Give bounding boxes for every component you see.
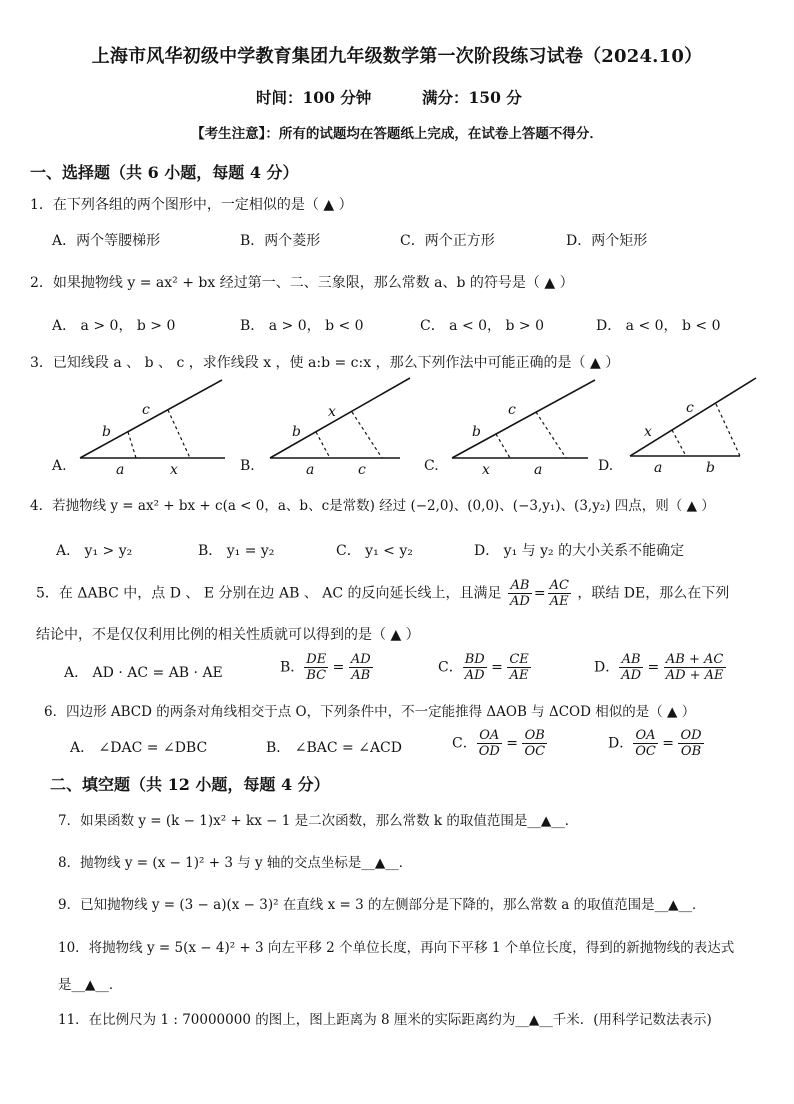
- question-2-option-b: B． a > 0， b < 0: [240, 318, 364, 334]
- question-6-option-c: C． $\frac{OA}{OD}$ = $\frac{OB}{OC}$: [452, 728, 546, 759]
- question-4-option-d: D． y₁ 与 y₂ 的大小关系不能确定: [474, 543, 685, 559]
- figure-c-letter: C.: [424, 458, 439, 474]
- figure-c: [424, 380, 595, 476]
- figure-a-letter: A.: [52, 458, 67, 474]
- figure-b-label-base2: c: [358, 462, 366, 476]
- question-2-option-c: C． a < 0， b > 0: [420, 318, 544, 334]
- figure-c-label-left: b: [472, 424, 481, 440]
- question-4-option-c: C． y₁ < y₂: [336, 543, 413, 559]
- question-10-line2: 是__▲__．: [58, 977, 123, 993]
- question-5-option-d: D． $\frac{AB}{AD}$ = $\frac{AB + AC}{AD + AE}$: [594, 652, 724, 683]
- figure-a-label-base2: x: [170, 462, 178, 476]
- section-title-fill: 二、填空题（共 12 小题，每题 4 分）: [50, 775, 330, 794]
- figure-b-label-base1: a: [306, 462, 315, 476]
- question-3-stem: 3．已知线段 a 、 b 、 c ，求作线段 x ，使 a:b = c:x ，那么下列作法中可能正确的是（ ▲ ）: [30, 355, 620, 371]
- question-6-option-b: B． ∠BAC = ∠ACD: [266, 740, 402, 756]
- question-1-option-b: B．两个菱形: [240, 233, 321, 249]
- question-10-line1: 10．将抛物线 y = 5(x − 4)² + 3 向左平移 2 个单位长度，再向下平移 1 个单位长度，得到的新抛物线的表达式: [58, 940, 735, 956]
- question-4-stem: 4．若抛物线 y = ax² + bx + c(a < 0，a、b、c是常数) 经过 (−2,0)、(0,0)、(−3,y₁)、(3,y₂) 四点，则（ ▲ ）: [30, 498, 715, 514]
- question-6-option-a: A． ∠DAC = ∠DBC: [70, 740, 208, 756]
- question-5-stem-c: 结论中，不是仅仅利用比例的相关性质就可以得到的是（ ▲ ）: [36, 627, 420, 643]
- exam-time: 时间：100 分钟: [256, 88, 372, 107]
- question-9: 9．已知抛物线 y = (3 − a)(x − 3)² 在直线 x = 3 的左侧部分是下降的，那么常数 a 的取值范围是__▲__．: [58, 897, 706, 913]
- section-title-choice: 一、选择题（共 6 小题，每题 4 分）: [30, 163, 299, 182]
- question-7: 7．如果函数 y = (k − 1)x² + kx − 1 是二次函数，那么常数 k 的取值范围是__▲__．: [58, 813, 579, 829]
- question-8: 8．抛物线 y = (x − 1)² + 3 与 y 轴的交点坐标是__▲__．: [58, 855, 413, 871]
- question-5-condition-frac-1: $\frac{AB}{AD}$: [510, 578, 530, 609]
- figure-d-label-base2: b: [706, 460, 715, 476]
- question-4-option-b: B． y₁ = y₂: [198, 543, 275, 559]
- figure-c-label-base1: x: [482, 462, 490, 476]
- exam-notice: 【考生注意】：所有的试题均在答题纸上完成，在试卷上答题不得分．: [191, 126, 603, 142]
- question-5-stem-b: ，联结 DE，那么在下列: [577, 585, 730, 602]
- question-1-option-a: A．两个等腰梯形: [52, 233, 161, 249]
- figure-d-label-base1: a: [654, 460, 663, 476]
- figure-a: [51, 380, 225, 476]
- question-3-figures: [40, 376, 780, 476]
- question-5-stem-a: 5．在 ΔABC 中，点 D 、 E 分别在边 AB 、 AC 的反向延长线上，且满足: [36, 585, 502, 602]
- question-11: 11．在比例尺为 1 : 70000000 的图上，图上距离为 8 厘米的实际距离约为__▲__千米．(用科学记数法表示): [58, 1012, 712, 1028]
- question-2-option-d: D． a < 0， b < 0: [596, 318, 721, 334]
- figure-c-label-top: c: [508, 402, 516, 418]
- figure-b-label-top: x: [328, 404, 336, 420]
- figure-b: [240, 378, 410, 476]
- figure-b-label-left: b: [292, 424, 301, 440]
- figure-b-letter: B.: [240, 458, 255, 474]
- exam-title: 上海市风华初级中学教育集团九年级数学第一次阶段练习试卷（2024.10）: [91, 46, 703, 67]
- figure-d-letter: D.: [598, 458, 614, 474]
- question-6-stem: 6．四边形 ABCD 的两条对角线相交于点 O，下列条件中，不一定能推得 ΔAOB 与 ΔCOD 相似的是（ ▲ ）: [44, 704, 696, 720]
- figure-d: [598, 378, 756, 476]
- figure-c-label-base2: a: [534, 462, 543, 476]
- question-4-option-a: A． y₁ > y₂: [56, 543, 133, 559]
- question-2-option-a: A． a > 0， b > 0: [52, 318, 176, 334]
- question-5-line1: 5．在 ΔABC 中，点 D 、 E 分别在边 AB 、 AC 的反向延长线上，且满足 $\frac{AB}{AD}$ = $\frac{AC}{AE}$ ，联结 DE，那么在下列: [36, 578, 730, 609]
- question-5-option-b: B． $\frac{DE}{BC}$ = $\frac{AD}{AB}$: [280, 652, 371, 683]
- exam-score: 满分：150 分: [422, 88, 522, 107]
- question-5-condition-frac-2: $\frac{AC}{AE}$: [549, 578, 569, 609]
- question-5-option-a: A． AD · AC = AB · AE: [64, 665, 223, 681]
- figure-d-label-top: c: [686, 400, 694, 416]
- question-5-option-c: C． $\frac{BD}{AD}$ = $\frac{CE}{AE}$: [438, 652, 529, 683]
- question-2-stem: 2．如果抛物线 y = ax² + bx 经过第一、二、三象限，那么常数 a、b 的符号是（ ▲ ）: [30, 275, 574, 291]
- figure-a-label-top: c: [142, 402, 150, 418]
- figure-d-label-left: x: [644, 424, 652, 440]
- question-1-stem: 1．在下列各组的两个图形中，一定相似的是（ ▲ ）: [30, 197, 353, 213]
- figure-a-label-base1: a: [116, 462, 125, 476]
- question-1-option-d: D．两个矩形: [566, 233, 648, 249]
- figure-a-label-left: b: [102, 424, 111, 440]
- question-6-option-d: D． $\frac{OA}{OC}$ = $\frac{OD}{OB}$: [608, 728, 702, 759]
- question-1-option-c: C．两个正方形: [400, 233, 495, 249]
